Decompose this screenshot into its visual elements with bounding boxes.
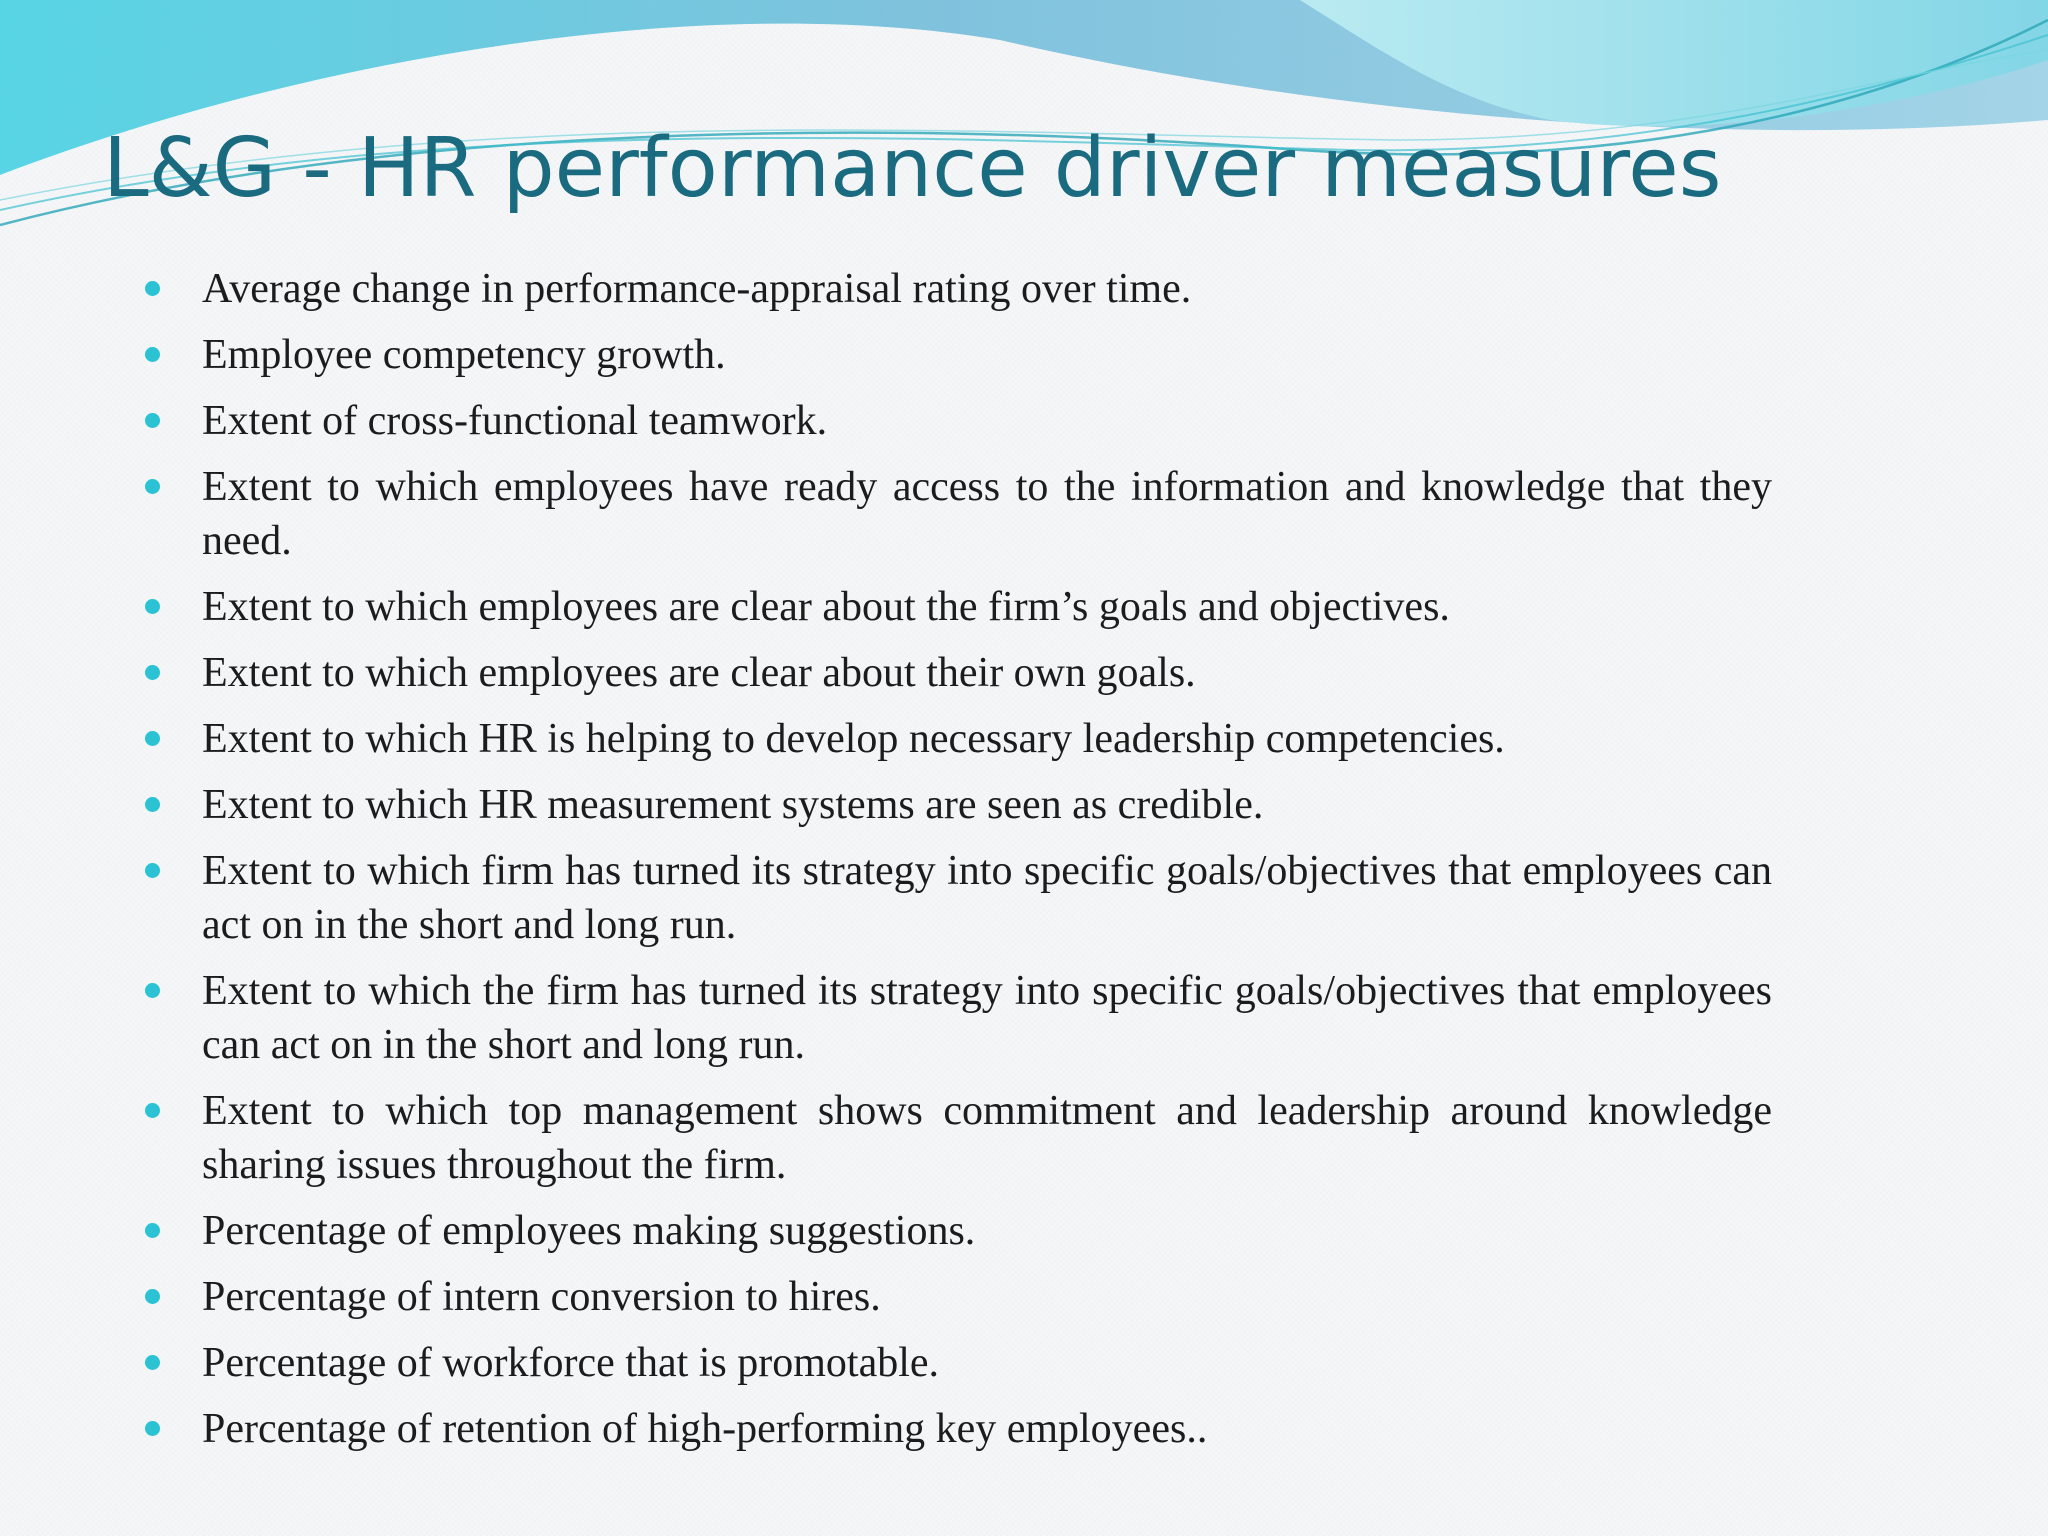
- bullet-icon: [145, 1289, 160, 1304]
- bullet-icon: [145, 1421, 160, 1436]
- list-item: [140, 328, 1772, 382]
- bullet-icon: [145, 665, 160, 680]
- list-item: [140, 1204, 1772, 1258]
- list-item-text: Extent of cross-functional teamwork.: [202, 398, 828, 444]
- bullet-list: [140, 262, 1772, 1468]
- list-item: [140, 460, 1772, 568]
- list-item: [140, 1270, 1772, 1324]
- list-item: [140, 1084, 1772, 1192]
- list-item-text: Extent to which the firm has turned its strategy into specific goals/objectives that employees can act on in the short and long run.: [202, 968, 1772, 1068]
- list-item: [140, 778, 1772, 832]
- list-item: [140, 1402, 1772, 1456]
- bullet-icon: [145, 731, 160, 746]
- slide-title: L&G - HR performance driver measures: [103, 121, 1722, 216]
- bullet-icon: [145, 863, 160, 878]
- list-item: [140, 394, 1772, 448]
- list-item-text: Extent to which top management shows commitment and leadership around knowledge sharing issues throughout the firm.: [202, 1088, 1772, 1188]
- list-item-text: Extent to which HR measurement systems are seen as credible.: [202, 782, 1264, 828]
- list-item-text: Percentage of retention of high-performing key employees..: [202, 1406, 1208, 1452]
- list-item-text: Percentage of intern conversion to hires.: [202, 1274, 881, 1320]
- list-item-text: Percentage of employees making suggestions.: [202, 1208, 976, 1254]
- list-item-text: Extent to which employees are clear about the firm’s goals and objectives.: [202, 584, 1450, 630]
- bullet-icon: [145, 983, 160, 998]
- list-item-text: Average change in performance-appraisal rating over time.: [202, 266, 1192, 312]
- bullet-icon: [145, 347, 160, 362]
- bullet-icon: [145, 281, 160, 296]
- bullet-icon: [145, 1355, 160, 1370]
- list-item: [140, 712, 1772, 766]
- bullet-icon: [145, 1223, 160, 1238]
- bullet-icon: [145, 1103, 160, 1118]
- list-item-text: Extent to which employees have ready access to the information and knowledge that they need.: [202, 464, 1772, 564]
- list-item: [140, 580, 1772, 634]
- bullet-icon: [145, 413, 160, 428]
- list-item-text: Employee competency growth.: [202, 332, 726, 378]
- list-item: [140, 1336, 1772, 1390]
- list-item-text: Extent to which firm has turned its strategy into specific goals/objectives that employees can act on in the short and long run.: [202, 848, 1772, 948]
- list-item: [140, 646, 1772, 700]
- list-item: [140, 844, 1772, 952]
- bullet-icon: [145, 479, 160, 494]
- list-item-text: Percentage of workforce that is promotable.: [202, 1340, 940, 1386]
- bullet-icon: [145, 599, 160, 614]
- list-item: [140, 262, 1772, 316]
- bullet-icon: [145, 797, 160, 812]
- list-item: [140, 964, 1772, 1072]
- list-item-text: Extent to which employees are clear about their own goals.: [202, 650, 1196, 696]
- list-item-text: Extent to which HR is helping to develop necessary leadership competencies.: [202, 716, 1505, 762]
